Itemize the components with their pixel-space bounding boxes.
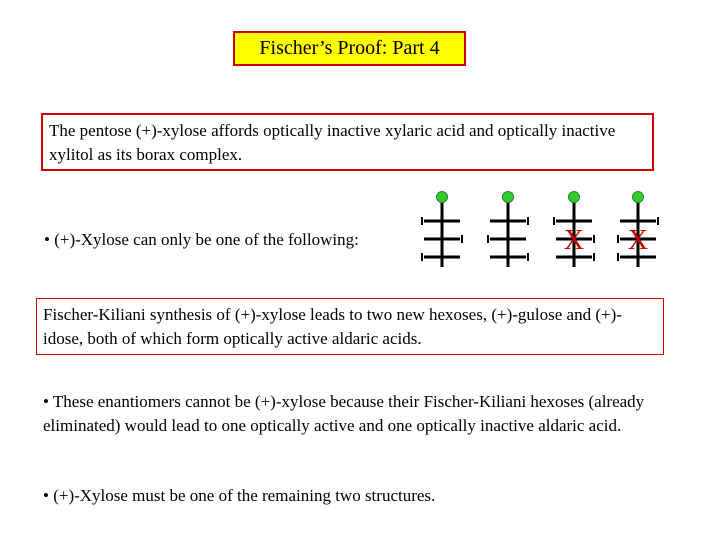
slide-title: Fischer’s Proof: Part 4 xyxy=(233,31,466,66)
intro-box xyxy=(41,113,654,171)
synthesis-text: Fischer-Kiliani synthesis of (+)-xylose leads to two new hexoses, (+)-gulose and (+)-idose, both of which form optically active aldaric acids. xyxy=(43,305,622,348)
aldehyde-dot xyxy=(569,192,580,203)
remaining-bullet: • (+)-Xylose must be one of the remaining two structures. xyxy=(43,486,436,505)
aldehyde-dot xyxy=(437,192,448,203)
eliminated-mark: X xyxy=(563,225,585,256)
aldehyde-dot xyxy=(503,192,514,203)
fischer-projections xyxy=(420,185,660,275)
aldehyde-dot xyxy=(633,192,644,203)
enantiomers-bullet: • These enantiomers cannot be (+)-xylose because their Fischer-Kiliani hexoses (already eliminated) would lead to one optically active and one optically inactive aldaric acid. xyxy=(43,392,645,435)
intro-text: The pentose (+)-xylose affords optically inactive xylaric acid and optically inactive xylitol as its borax complex. xyxy=(49,121,616,164)
options-bullet: • (+)-Xylose can only be one of the following: xyxy=(44,230,359,249)
eliminated-mark: X xyxy=(627,225,649,256)
synthesis-box xyxy=(36,298,664,355)
